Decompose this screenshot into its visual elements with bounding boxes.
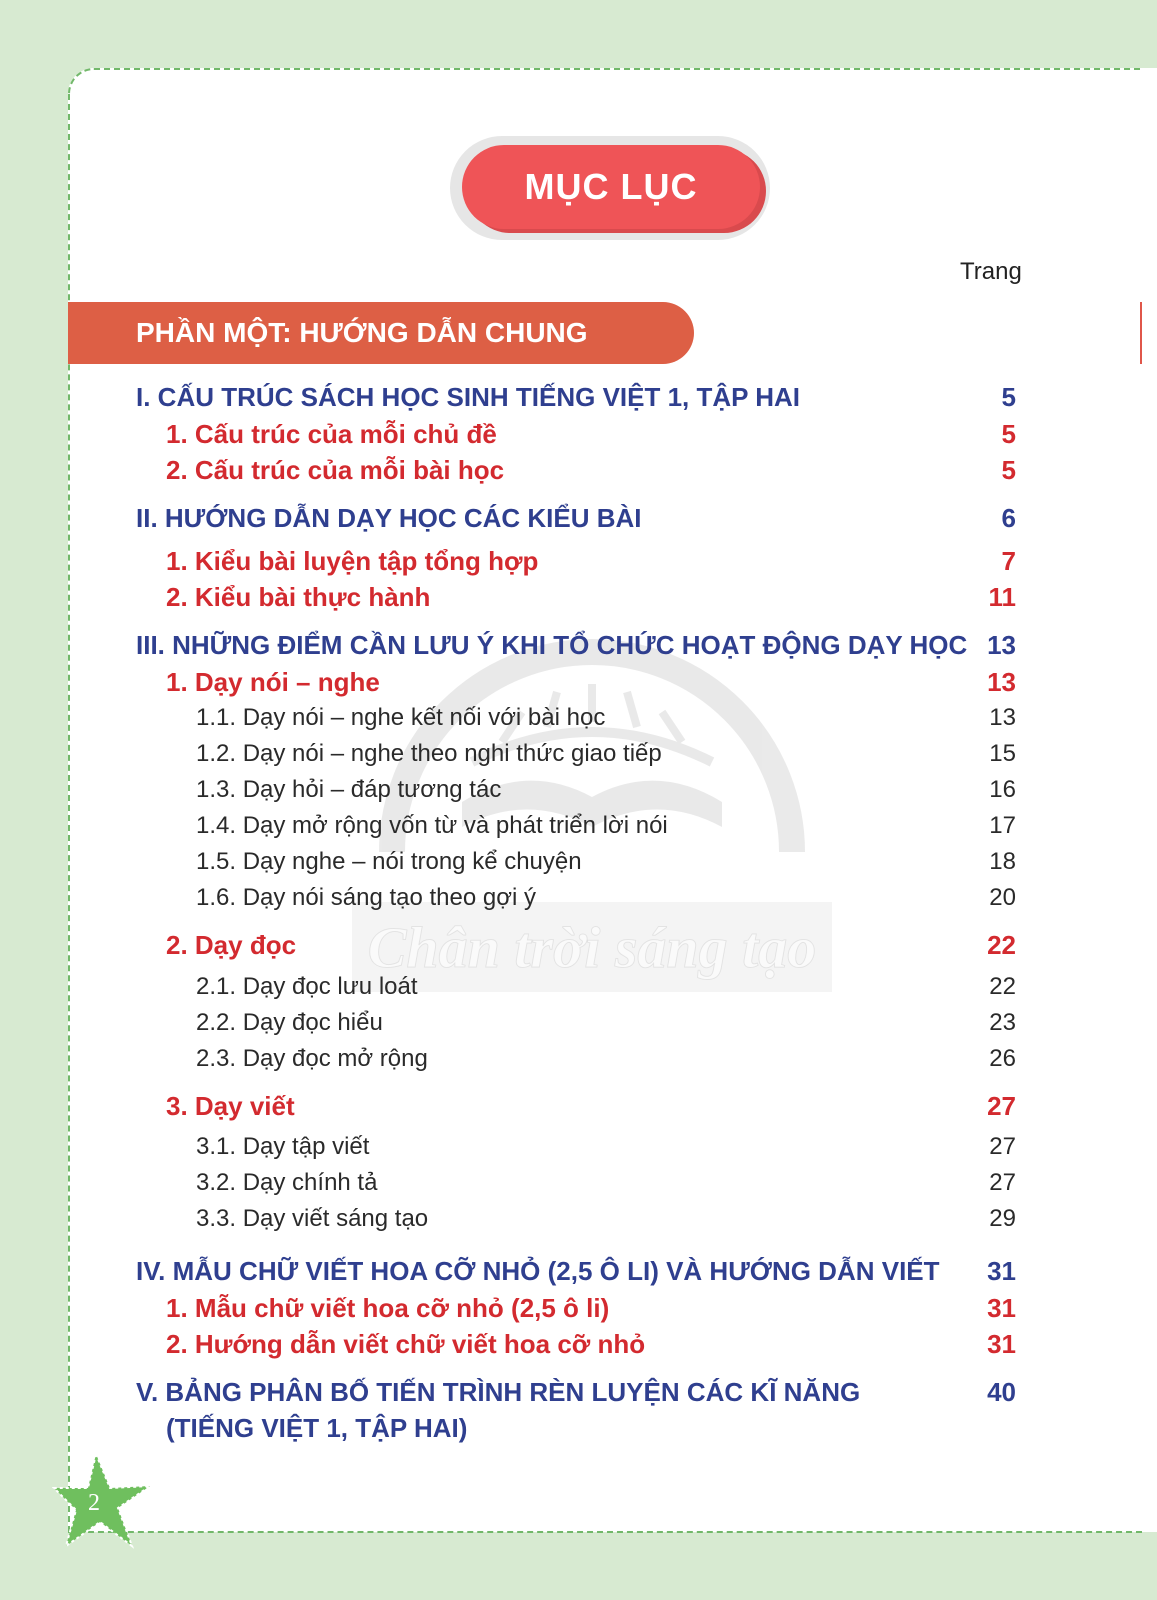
toc-entry-level-3: [0, 1169, 1157, 1205]
toc-entry-level-2: [0, 930, 1157, 966]
toc-entry-level-3: [0, 1009, 1157, 1045]
toc-entry-title: 1.1. Dạy nói – nghe kết nối với bài học: [196, 704, 606, 731]
toc-entry-level-2: [0, 1329, 1157, 1365]
toc-entry-level-3: [0, 740, 1157, 776]
watermark-text: Chân trời sáng tạo: [367, 915, 817, 980]
toc-entry-page: 22: [987, 930, 1016, 960]
toc-entry-title: 2. Cấu trúc của mỗi bài học: [166, 455, 505, 485]
toc-entry-title: 3. Dạy viết: [166, 1091, 295, 1121]
toc-entry-page: 11: [988, 582, 1016, 612]
toc-entry-title: I. CẤU TRÚC SÁCH HỌC SINH TIẾNG VIỆT 1, TẬP HAI: [136, 382, 801, 412]
toc-entry-title: 2. Dạy đọc: [166, 930, 297, 960]
toc-entry-level-1: [0, 503, 1157, 539]
toc-entry-level-2: [0, 1293, 1157, 1329]
toc-entry-level-3: [0, 973, 1157, 1009]
toc-entry-page: 16: [989, 776, 1016, 803]
toc-entry-title: 3.2. Dạy chính tả: [196, 1169, 378, 1196]
part-banner: PHẦN MỘT: HƯỚNG DẪN CHUNG: [68, 302, 694, 364]
toc-entry-title: 1.4. Dạy mở rộng vốn từ và phát triển lời nói: [196, 812, 668, 839]
toc-entry-title: 2.3. Dạy đọc mở rộng: [196, 1045, 428, 1072]
toc-entry-level-2: [0, 419, 1157, 455]
toc-entry-page: 27: [989, 1133, 1016, 1160]
toc-entry-level-1: [0, 1256, 1157, 1292]
toc-entry-page: 29: [989, 1205, 1016, 1232]
toc-entry-level-2: [0, 1091, 1157, 1127]
toc-entry-page: 15: [989, 740, 1016, 767]
toc-entry-level-3: [0, 1205, 1157, 1241]
toc-entry-page: 5: [1001, 455, 1016, 485]
toc-entry-page: 13: [987, 667, 1016, 697]
toc-entry-title: 3.1. Dạy tập viết: [196, 1133, 370, 1160]
page-number: 2: [88, 1490, 100, 1516]
toc-entry-level-3: [0, 1045, 1157, 1081]
toc-entry-level-2: [0, 455, 1157, 491]
toc-entry-page: 5: [1001, 419, 1016, 449]
toc-entry-level-3: [0, 1133, 1157, 1169]
toc-entry-page: 17: [989, 812, 1016, 839]
page-title: MỤC LỤC: [462, 145, 760, 229]
toc-entry-level-3: [0, 776, 1157, 812]
toc-entry-title: 2.2. Dạy đọc hiểu: [196, 1009, 383, 1036]
toc-entry-level-3: [0, 812, 1157, 848]
toc-entry-title: III. NHỮNG ĐIỂM CẦN LƯU Ý KHI TỔ CHỨC HOẠT ĐỘNG DẠY HỌC: [136, 630, 968, 660]
toc-entry-page: 13: [987, 630, 1016, 660]
toc-entry-title: 1.2. Dạy nói – nghe theo nghi thức giao tiếp: [196, 740, 662, 767]
toc-entry-title: 2. Kiểu bài thực hành: [166, 582, 431, 612]
toc-entry-level-1: [0, 1377, 1157, 1413]
toc-entry-level-3: [0, 884, 1157, 920]
toc-entry-title: 1.5. Dạy nghe – nói trong kể chuyện: [196, 848, 582, 875]
toc-entry-level-2: [0, 582, 1157, 618]
toc-entry-title: V. BẢNG PHÂN BỐ TIẾN TRÌNH RÈN LUYỆN CÁC KĨ NĂNG: [136, 1377, 861, 1407]
toc-entry-title: 2. Hướng dẫn viết chữ viết hoa cỡ nhỏ: [166, 1329, 646, 1359]
toc-entry-title: 1. Cấu trúc của mỗi chủ đề: [166, 419, 497, 449]
toc-entry-page: 20: [989, 884, 1016, 911]
toc-entry-level-2: [0, 667, 1157, 703]
toc-entry-continuation: (TIẾNG VIỆT 1, TẬP HAI): [166, 1413, 468, 1443]
toc-entry-title: 1.3. Dạy hỏi – đáp tương tác: [196, 776, 502, 803]
toc-entry-title: 1. Mẫu chữ viết hoa cỡ nhỏ (2,5 ô li): [166, 1293, 610, 1323]
toc-entry-level-3: [0, 848, 1157, 884]
toc-entry-page: 27: [987, 1091, 1016, 1121]
toc-entry-level-3: [0, 704, 1157, 740]
toc-entry-level-2: [0, 546, 1157, 582]
toc-entry-page: 40: [987, 1377, 1016, 1407]
toc-entry-page: 5: [1001, 382, 1016, 412]
toc-entry-page: 18: [989, 848, 1016, 875]
toc-entry-title: 2.1. Dạy đọc lưu loát: [196, 973, 418, 1000]
toc-entry-page: 22: [989, 973, 1016, 1000]
toc-entry-level-1: [0, 630, 1157, 666]
toc-entry-page: 13: [989, 704, 1016, 731]
star-icon: [52, 1452, 156, 1552]
toc-entry-title: IV. MẪU CHỮ VIẾT HOA CỠ NHỎ (2,5 Ô LI) VÀ HƯỚNG DẪN VIẾT: [136, 1256, 940, 1286]
toc-entry-title: 3.3. Dạy viết sáng tạo: [196, 1205, 429, 1232]
toc-entry-page: 26: [989, 1045, 1016, 1072]
toc-entry-page: 31: [987, 1329, 1016, 1359]
toc-entry-title: II. HƯỚNG DẪN DẠY HỌC CÁC KIỂU BÀI: [136, 503, 642, 533]
toc-entry-page: 27: [989, 1169, 1016, 1196]
toc-entry-page: 6: [1001, 503, 1016, 533]
toc-entry-title: 1. Dạy nói – nghe: [166, 667, 380, 697]
page-column-label: Trang: [960, 258, 1022, 285]
toc-entry-title: 1. Kiểu bài luyện tập tổng hợp: [166, 546, 539, 576]
toc-entry-page: 7: [1001, 546, 1016, 576]
toc-entry-page: 31: [987, 1293, 1016, 1323]
toc-entry-page: 23: [989, 1009, 1016, 1036]
toc-entry-title: 1.6. Dạy nói sáng tạo theo gợi ý: [196, 884, 536, 911]
toc-entry-page: 31: [987, 1256, 1016, 1286]
toc-entry-level-1: [0, 382, 1157, 418]
